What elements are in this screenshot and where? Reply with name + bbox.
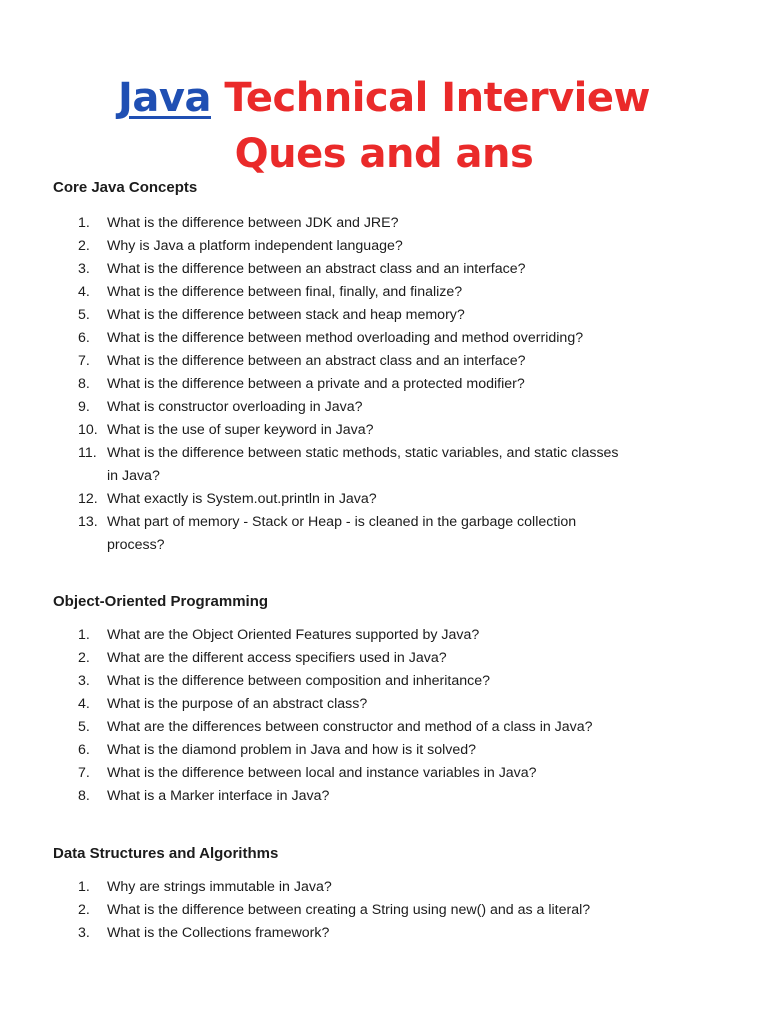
list-item	[0, 739, 727, 762]
item-text: What is the diamond problem in Java and how is it solved?	[107, 742, 477, 758]
item-text-continuation: in Java?	[107, 468, 160, 484]
list-item	[0, 922, 727, 945]
list-item	[0, 258, 727, 281]
item-text: What is the difference between local and instance variables in Java?	[107, 765, 537, 781]
section-heading-core-java: Core Java Concepts	[53, 179, 198, 196]
item-text: What are the differences between constructor and method of a class in Java?	[107, 719, 593, 735]
title-line-2: Ques and ans	[234, 131, 534, 177]
list-item	[0, 785, 727, 808]
list-item	[0, 647, 727, 670]
item-text: What part of memory - Stack or Heap - is cleaned in the garbage collection	[107, 514, 577, 530]
item-text: What is the difference between method overloading and method overriding?	[107, 330, 584, 346]
list-item	[0, 419, 727, 442]
item-number: 13.	[78, 514, 98, 530]
item-text: What are the Object Oriented Features supported by Java?	[107, 627, 480, 643]
list-item	[0, 396, 727, 419]
item-number: 4.	[78, 284, 90, 300]
title-line-1-rest: Technical Interview	[211, 75, 650, 121]
item-text: What are the different access specifiers used in Java?	[107, 650, 447, 666]
document-title	[0, 70, 768, 182]
list-item	[0, 281, 727, 304]
list-item	[0, 327, 727, 350]
item-number: 1.	[78, 627, 90, 643]
list-item	[0, 373, 727, 396]
item-number: 1.	[78, 879, 90, 895]
item-text: What is the difference between JDK and JRE?	[107, 215, 399, 231]
item-text: What is the difference between creating a String using new() and as a literal?	[107, 902, 591, 918]
item-text: What is the purpose of an abstract class?	[107, 696, 368, 712]
question-list-core-java	[0, 212, 768, 557]
item-number: 4.	[78, 696, 90, 712]
list-item	[0, 488, 727, 511]
item-number: 2.	[78, 238, 90, 254]
item-number: 2.	[78, 902, 90, 918]
item-number: 7.	[78, 353, 90, 369]
item-number: 12.	[78, 491, 98, 507]
list-item	[0, 350, 727, 373]
list-item	[0, 304, 727, 327]
item-number: 1.	[78, 215, 90, 231]
item-number: 5.	[78, 719, 90, 735]
item-number: 5.	[78, 307, 90, 323]
item-text: What is the difference between stack and heap memory?	[107, 307, 465, 323]
item-text: What is the use of super keyword in Java?	[107, 422, 374, 438]
item-number: 3.	[78, 261, 90, 277]
item-number: 8.	[78, 376, 90, 392]
item-text: What is the difference between an abstract class and an interface?	[107, 261, 526, 277]
item-number: 10.	[78, 422, 98, 438]
item-text: Why is Java a platform independent language?	[107, 238, 403, 254]
list-item	[0, 762, 727, 785]
list-item	[0, 624, 727, 647]
item-text: What exactly is System.out.println in Java?	[107, 491, 377, 507]
item-text: What is the difference between static methods, static variables, and static classes	[107, 445, 619, 461]
item-text-continuation: process?	[107, 537, 165, 553]
item-number: 11.	[78, 445, 97, 461]
item-number: 9.	[78, 399, 90, 415]
list-item	[0, 511, 727, 557]
item-number: 8.	[78, 788, 90, 804]
list-item	[0, 876, 727, 899]
section-heading-oop: Object-Oriented Programming	[53, 593, 269, 610]
item-text: What is the Collections framework?	[107, 925, 330, 941]
section-heading-dsa: Data Structures and Algorithms	[53, 845, 279, 862]
title-line-1	[0, 70, 768, 126]
item-text: Why are strings immutable in Java?	[107, 879, 332, 895]
item-number: 2.	[78, 650, 90, 666]
list-item	[0, 212, 727, 235]
item-text: What is the difference between an abstract class and an interface?	[107, 353, 526, 369]
item-number: 3.	[78, 925, 90, 941]
item-number: 7.	[78, 765, 90, 781]
item-number: 6.	[78, 330, 90, 346]
list-item	[0, 693, 727, 716]
item-text: What is the difference between final, finally, and finalize?	[107, 284, 463, 300]
item-number: 6.	[78, 742, 90, 758]
list-item	[0, 235, 727, 258]
item-text: What is constructor overloading in Java?	[107, 399, 363, 415]
list-item	[0, 899, 727, 922]
list-item	[0, 716, 727, 739]
question-list-oop	[0, 624, 768, 808]
list-item	[0, 442, 727, 488]
list-item	[0, 670, 727, 693]
title-java-word: Java	[118, 75, 211, 121]
item-text: What is the difference between a private and a protected modifier?	[107, 376, 525, 392]
item-text: What is the difference between composition and inheritance?	[107, 673, 491, 689]
item-number: 3.	[78, 673, 90, 689]
item-text: What is a Marker interface in Java?	[107, 788, 330, 804]
question-list-dsa	[0, 876, 768, 945]
